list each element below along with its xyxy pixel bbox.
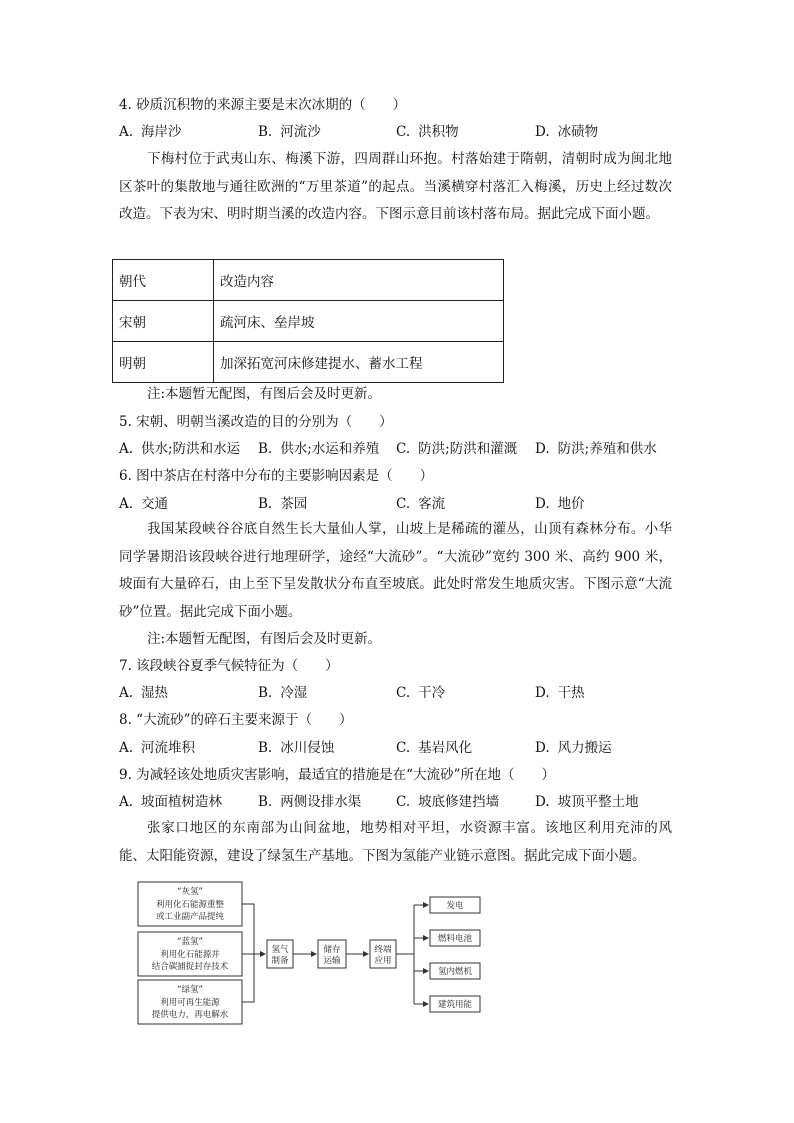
q4-stem: 4. 砂质沉积物的来源主要是末次冰期的（ ） [119,97,407,113]
chain-box-storage [318,940,346,968]
q6-option-c[interactable]: C. 客流 [396,496,446,512]
use-box-h2-engine [430,963,480,979]
q9-option-c[interactable]: C. 坡底修建挡墙 [396,794,500,810]
use-h2-engine-label: 氢内燃机 [437,967,473,977]
chain-storage-l2: 运输 [323,956,341,966]
q4-option-c[interactable]: C. 洪积物 [396,124,459,140]
reform-table [112,259,504,383]
q6-option-a[interactable]: A. 交通 [119,496,169,512]
q7-option-a[interactable]: A. 湿热 [119,685,169,701]
q8-options [119,738,679,758]
source-box-green [138,980,242,1024]
use-box-building [430,996,480,1012]
q5-options [119,439,679,459]
q7-options [119,683,679,703]
q8-stem: 8. “大流砂”的碎石主要来源于（ ） [119,712,353,728]
q8-option-a[interactable]: A. 河流堆积 [119,740,196,756]
passage-xiamei: 下梅村位于武夷山东、梅溪下游，四周群山环抱。村落始建于隋朝，清朝时成为闽北地区茶叶的集散地与通往欧洲的“万里茶道”的起点。当溪横穿村落汇入梅溪，历史上经过数次改造。下表为宋、明时期当溪的改造内容。下图示意目前该村落布局。据此完成下面小题。 [119,151,672,222]
chain-box-terminal [370,940,396,968]
source-green-desc1: 利用可再生能源 [160,998,220,1008]
q6-option-d[interactable]: D. 地价 [535,496,585,512]
q4-option-d[interactable]: D. 冰碛物 [535,124,599,140]
chain-production-l1: 氢气 [271,945,289,955]
chain-terminal-l1: 终端 [374,945,392,955]
chain-storage-l1: 储存 [323,945,341,955]
use-box-fuel-cell [430,930,480,946]
q7-option-d[interactable]: D. 干热 [535,685,585,701]
hydrogen-chain-diagram [134,880,494,1025]
table-cell: 加深拓宽河床修建提水、蓄水工程 [214,342,504,383]
q6-option-b[interactable]: B. 茶园 [258,496,308,512]
source-green-desc2: 提供电力，再电解水 [151,1010,229,1020]
q6-stem: 6. 图中茶店在村落中分布的主要影响因素是（ ） [119,468,434,484]
table-row [113,301,504,342]
q7-option-c[interactable]: C. 干冷 [396,685,446,701]
source-blue-desc2: 结合碳捕捉封存技术 [151,962,229,972]
passage-canyon: 我国某段峡谷谷底自然生长大量仙人掌，山坡上是稀疏的灌丛，山顶有森林分布。小华同学暑期沿该段峡谷进行地理研学，途经“大流砂”。“大流砂”宽约 300 米、高约 900 米，坡面有大量碎石，由上至下呈发散状分布直至坡底。此处时常发生地质灾害。下图示意“大流砂”位置。据此完成下面小题。 [119,521,672,620]
table-cell: 宋朝 [113,301,214,342]
q7-option-b[interactable]: B. 冷湿 [258,685,308,701]
source-box-grey [138,882,242,926]
source-green-name: “绿氢” [177,985,203,995]
passage-zhangjiakou: 张家口地区的东南部为山间盆地，地势相对平坦，水资源丰富。该地区利用充沛的风能、太阳能资源，建设了绿氢生产基地。下图为氢能产业链示意图。据此完成下面小题。 [119,820,672,864]
table-header-row [113,260,504,301]
q9-options [119,792,679,812]
chain-box-production [267,940,293,968]
q5-option-d[interactable]: D. 防洪;养殖和供水 [535,441,657,457]
use-building-label: 建筑用能 [437,1000,473,1010]
use-fuel-cell-label: 燃料电池 [437,934,473,944]
table-cell: 明朝 [113,342,214,383]
q7-stem: 7. 该段峡谷夏季气候特征为（ ） [119,658,339,674]
source-grey-desc1: 利用化石能源重整 [155,900,225,910]
chain-production-l2: 制备 [271,956,289,966]
q5-stem: 5. 宋朝、明朝当溪改造的目的分别为（ ） [119,414,393,430]
source-blue-desc1: 利用化石能源并 [160,950,220,960]
chain-terminal-l2: 应用 [374,956,392,966]
use-power-label: 发电 [446,901,464,911]
q8-option-b[interactable]: B. 冰川侵蚀 [258,740,335,756]
table-header-dynasty: 朝代 [113,260,214,301]
q4-option-a[interactable]: A. 海岸沙 [119,124,182,140]
table-cell: 疏河床、垒岸坡 [214,301,504,342]
q9-stem: 9. 为减轻该处地质灾害影响，最适宜的措施是在“大流砂”所在地（ ） [119,767,555,783]
source-bracket-line [242,904,254,1002]
source-grey-desc2: 或工业副产品提纯 [155,912,225,922]
q9-option-a[interactable]: A. 坡面植树造林 [119,794,223,810]
q5-option-a[interactable]: A. 供水;防洪和水运 [119,441,241,457]
q8-option-c[interactable]: C. 基岩风化 [396,740,473,756]
q4-option-b[interactable]: B. 河流沙 [258,124,321,140]
source-blue-name: “蓝氢” [177,937,203,947]
table-header-content: 改造内容 [214,260,504,301]
q9-option-d[interactable]: D. 坡顶平整土地 [535,794,639,810]
use-box-power [430,897,480,913]
q4-options [119,122,679,142]
note-no-figure-1: 注:本题暂无配图，有图后会及时更新。 [147,386,382,402]
table-row [113,342,504,383]
q5-option-b[interactable]: B. 供水;水运和养殖 [258,441,380,457]
note-no-figure-2: 注:本题暂无配图，有图后会及时更新。 [147,631,382,647]
q5-option-c[interactable]: C. 防洪;防洪和灌溉 [396,441,518,457]
source-grey-name: “灰氢” [177,887,203,897]
q8-option-d[interactable]: D. 风力搬运 [535,740,612,756]
source-box-blue [138,932,242,976]
q6-options [119,494,679,514]
q9-option-b[interactable]: B. 两侧设排水渠 [258,794,362,810]
